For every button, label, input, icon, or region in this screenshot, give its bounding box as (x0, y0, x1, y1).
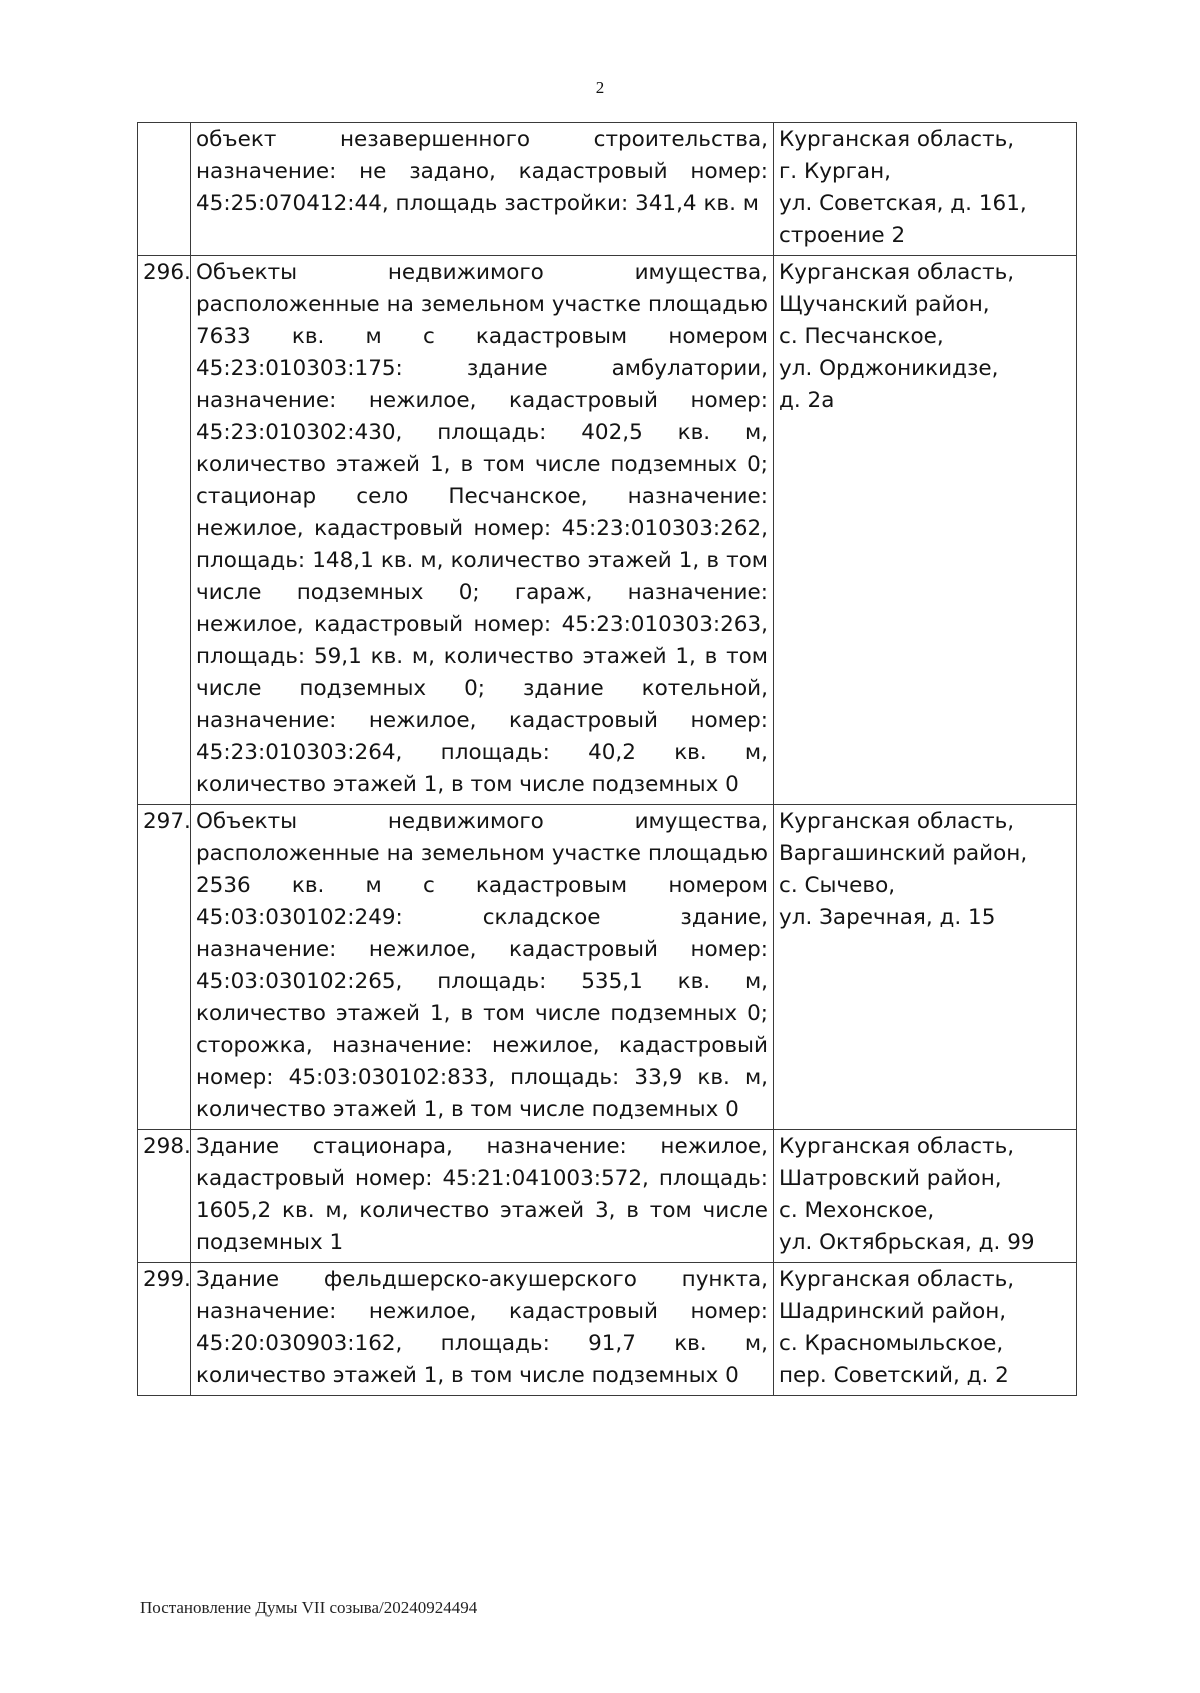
row-number: 299. (138, 1263, 191, 1396)
address-line: с. Красномыльское, (779, 1331, 1004, 1356)
table-row (138, 1263, 1077, 1396)
address-line: строение 2 (779, 223, 906, 248)
property-description: Здание фельдшерско-акушерского пункта, назначение: нежилое, кадастровый номер: 45:20:030903:162, площадь: 91,7 кв. м, количество этажей 1, в том числе подземных 0 (191, 1263, 774, 1396)
address-line: ул. Заречная, д. 15 (779, 905, 996, 930)
page-number: 2 (595, 78, 605, 97)
address-line: Курганская область, (779, 1267, 1015, 1292)
address-line: Варгашинский район, (779, 841, 1028, 866)
address-line: ул. Орджоникидзе, (779, 356, 999, 381)
table-row (138, 123, 1077, 256)
address-line: с. Песчанское, (779, 324, 944, 349)
address-line: ул. Советская, д. 161, (779, 191, 1027, 216)
row-number: 297. (138, 805, 191, 1130)
address-line: г. Курган, (779, 159, 891, 184)
table-row (138, 805, 1077, 1130)
property-description: объект незавершенного строительства, назначение: не задано, кадастровый номер: 45:25:070412:44, площадь застройки: 341,4 кв. м (191, 123, 774, 256)
row-number (138, 123, 191, 256)
address-line: Курганская область, (779, 127, 1015, 152)
address-line: с. Сычево, (779, 873, 896, 898)
address-line: Щучанский район, (779, 292, 990, 317)
address-line: Курганская область, (779, 809, 1015, 834)
property-address (774, 1130, 1077, 1263)
property-address (774, 1263, 1077, 1396)
property-description: Здание стационара, назначение: нежилое, кадастровый номер: 45:21:041003:572, площадь: 1605,2 кв. м, количество этажей 3, в том числе подземных 1 (191, 1130, 774, 1263)
row-number: 296. (138, 256, 191, 805)
property-description: Объекты недвижимого имущества, расположенные на земельном участке площадью 2536 кв. м с кадастровым номером 45:03:030102:249: складское здание, назначение: нежилое, кадастровый номер: 45:03:030102:265, площадь: 535,1 кв. м, количество этажей 1, в том числе подземных 0; сторожка, назначение: нежилое, кадастровый номер: 45:03:030102:833, площадь: 33,9 кв. м, количество этажей 1, в том числе подземных 0 (191, 805, 774, 1130)
table-row (138, 1130, 1077, 1263)
address-line: Курганская область, (779, 260, 1015, 285)
address-line: ул. Октябрьская, д. 99 (779, 1230, 1035, 1255)
property-address (774, 123, 1077, 256)
table-row (138, 256, 1077, 805)
address-line: Курганская область, (779, 1134, 1015, 1159)
property-address (774, 805, 1077, 1130)
row-number: 298. (138, 1130, 191, 1263)
property-table (137, 122, 1077, 1396)
address-line: Шатровский район, (779, 1166, 1002, 1191)
property-description: Объекты недвижимого имущества, расположенные на земельном участке площадью 7633 кв. м с кадастровым номером 45:23:010303:175: здание амбулатории, назначение: нежилое, кадастровый номер: 45:23:010302:430, площадь: 402,5 кв. м, количество этажей 1, в том числе подземных 0; стационар село Песчанское, назначение: нежилое, кадастровый номер: 45:23:010303:262, площадь: 148,1 кв. м, количество этажей 1, в том числе подземных 0; гараж, назначение: нежилое, кадастровый номер: 45:23:010303:263, площадь: 59,1 кв. м, количество этажей 1, в том числе подземных 0; здание котельной, назначение: нежилое, кадастровый номер: 45:23:010303:264, площадь: 40,2 кв. м, количество этажей 1, в том числе подземных 0 (191, 256, 774, 805)
document-footer: Постановление Думы VII созыва/20240924494 (140, 1598, 478, 1617)
address-line: Шадринский район, (779, 1299, 1007, 1324)
address-line: д. 2а (779, 388, 835, 413)
address-line: пер. Советский, д. 2 (779, 1363, 1009, 1388)
address-line: с. Мехонское, (779, 1198, 935, 1223)
property-address (774, 256, 1077, 805)
